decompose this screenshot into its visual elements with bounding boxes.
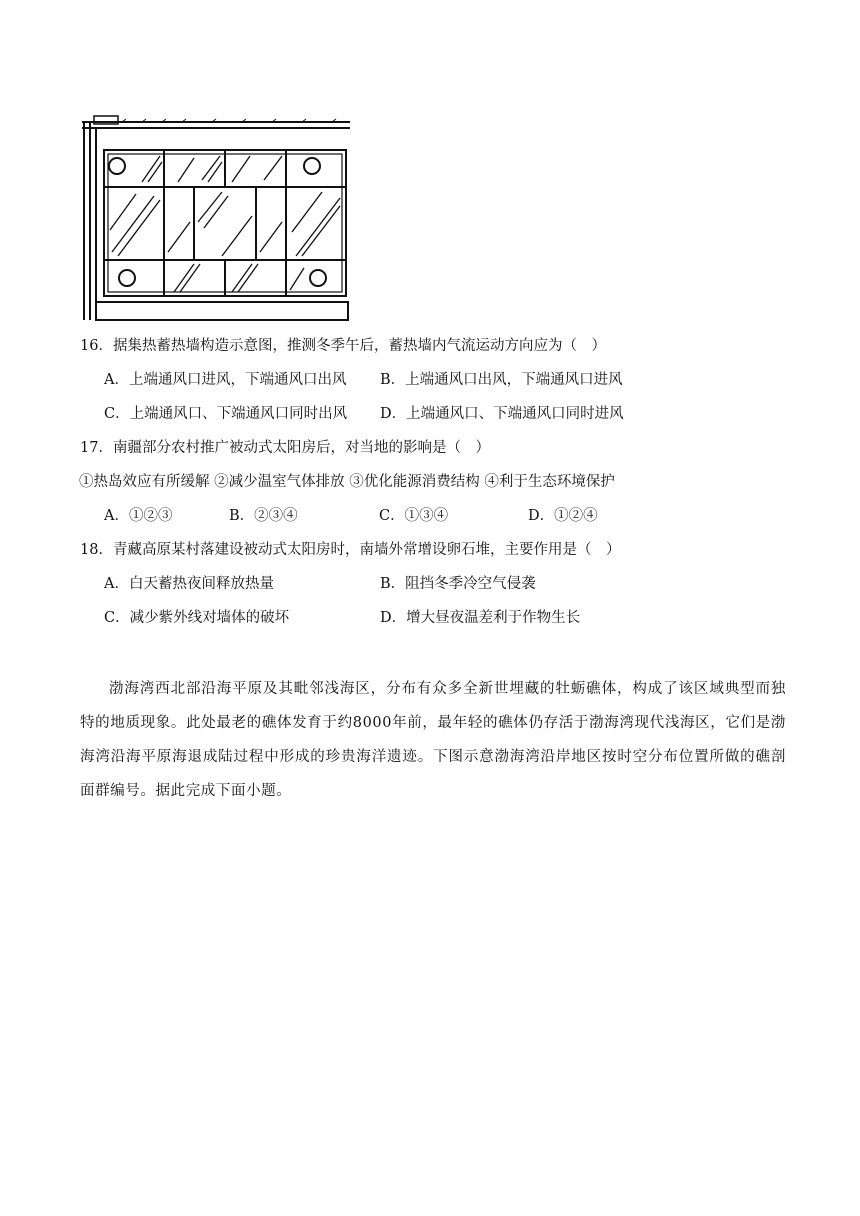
- question-17-statements: ①热岛效应有所缓解 ②减少温室气体排放 ③优化能源消费结构 ④利于生态环境保护: [79, 474, 615, 490]
- question-17-option-d: D．①②④: [528, 508, 598, 524]
- question-18-option-b: B．阻挡冬季冷空气侵袭: [380, 576, 536, 592]
- question-17-option-b: B．②③④: [229, 508, 298, 524]
- question-17-stem: 17．南疆部分农村推广被动式太阳房后，对当地的影响是（ ）: [80, 440, 490, 456]
- question-18-option-c: C．减少紫外线对墙体的破坏: [104, 610, 290, 626]
- question-18-stem: 18．青藏高原某村落建设被动式太阳房时，南墙外常增设卵石堆，主要作用是（ ）: [80, 542, 621, 558]
- question-18-option-d: D．增大昼夜温差利于作物生长: [380, 610, 581, 626]
- question-18-option-a: A．白天蓄热夜间释放热量: [104, 576, 274, 592]
- question-17-option-c: C．①③④: [379, 508, 449, 524]
- heat-storage-wall-diagram: [82, 112, 352, 324]
- question-16-option-d: D．上端通风口、下端通风口同时进风: [380, 406, 624, 422]
- reading-passage: 渤海湾西北部沿海平原及其毗邻浅海区，分布有众多全新世埋藏的牡蛎礁体，构成了该区域典型而独特的地质现象。此处最老的礁体发育于约8000年前，最年轻的礁体仍存活于渤海湾现代浅海区，它们是渤海湾沿海平原海退成陆过程中形成的珍贵海洋遗迹。下图示意渤海湾沿岸地区按时空分布位置所做的礁剖面群编号。据此完成下面小题。: [80, 681, 786, 799]
- question-16-option-c: C．上端通风口、下端通风口同时出风: [104, 406, 348, 422]
- question-16-option-b: B．上端通风口出风，下端通风口进风: [380, 372, 623, 388]
- question-17-option-a: A．①②③: [104, 508, 173, 524]
- question-16-option-a: A．上端通风口进风，下端通风口出风: [104, 372, 347, 388]
- question-16-stem: 16．据集热蓄热墙构造示意图，推测冬季午后，蓄热墙内气流运动方向应为（ ）: [80, 338, 606, 354]
